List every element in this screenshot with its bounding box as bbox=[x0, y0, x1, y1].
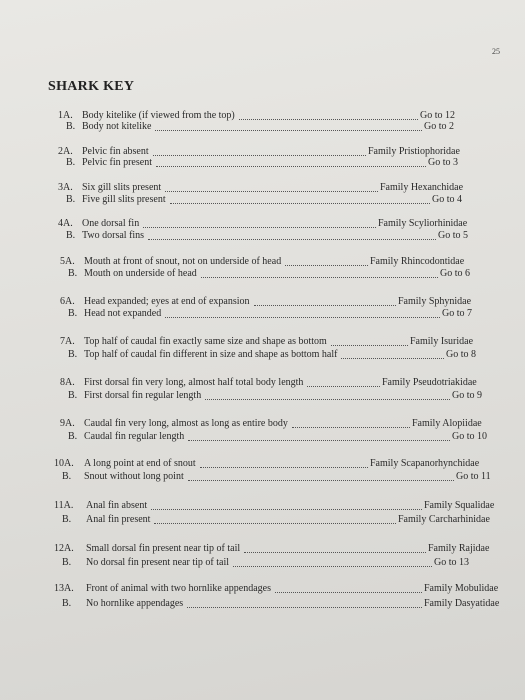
couplet-description: Pelvic fin present bbox=[82, 157, 152, 168]
dot-leader bbox=[155, 129, 422, 131]
couplet-description: Mouth on underside of head bbox=[84, 268, 197, 279]
dot-leader bbox=[292, 426, 410, 428]
couplet-result: Go to 9 bbox=[452, 390, 482, 401]
dot-leader bbox=[188, 439, 450, 441]
couplet-description: No hornlike appendages bbox=[86, 598, 184, 609]
dot-leader bbox=[188, 479, 454, 481]
dot-leader bbox=[233, 565, 432, 567]
page-number: 25 bbox=[492, 47, 500, 56]
couplet-number: 10A. bbox=[54, 458, 74, 469]
couplet-number: B. bbox=[66, 121, 76, 132]
couplet-number: 12A. bbox=[54, 543, 74, 554]
couplet-description: Body not kitelike bbox=[82, 121, 152, 132]
page-title: SHARK KEY bbox=[48, 79, 135, 94]
couplet-number: 4A. bbox=[58, 218, 73, 229]
couplet-number: 5A. bbox=[60, 256, 75, 267]
couplet-description: Five gill slits present bbox=[82, 194, 166, 205]
dot-leader bbox=[187, 606, 422, 608]
couplet-number: B. bbox=[68, 431, 78, 442]
couplet-result: Go to 11 bbox=[456, 471, 491, 482]
couplet-result: Go to 8 bbox=[446, 349, 476, 360]
dot-leader bbox=[205, 398, 450, 400]
dot-leader bbox=[156, 165, 426, 167]
couplet-description: Head not expanded bbox=[84, 308, 162, 319]
couplet-number: B. bbox=[68, 308, 78, 319]
dot-leader bbox=[151, 508, 422, 510]
dot-leader bbox=[165, 190, 378, 192]
dot-leader bbox=[143, 226, 376, 228]
couplet-number: 2A. bbox=[58, 146, 73, 157]
couplet-description: Pelvic fin absent bbox=[82, 146, 149, 157]
couplet-description: Caudal fin regular length bbox=[84, 431, 185, 442]
dot-leader bbox=[170, 202, 430, 204]
couplet-description: Head expanded; eyes at end of expansion bbox=[84, 296, 250, 307]
couplet-result: Family Rajidae bbox=[428, 543, 490, 554]
couplet-number: B. bbox=[62, 557, 72, 568]
couplet-result: Family Dasyatidae bbox=[424, 598, 500, 609]
couplet-number: B. bbox=[62, 598, 72, 609]
couplet-result: Go to 10 bbox=[452, 431, 487, 442]
couplet-number: B. bbox=[68, 349, 78, 360]
couplet-description: Six gill slits present bbox=[82, 182, 162, 193]
couplet-description: Small dorsal fin present near tip of tail bbox=[86, 543, 241, 554]
couplet-number: B. bbox=[66, 194, 76, 205]
couplet-description: One dorsal fin bbox=[82, 218, 140, 229]
dot-leader bbox=[254, 304, 396, 306]
couplet-description: Caudal fin very long, almost as long as entire body bbox=[84, 418, 288, 429]
couplet-result: Family Squalidae bbox=[424, 500, 495, 511]
dot-leader bbox=[307, 385, 380, 387]
dot-leader bbox=[200, 466, 368, 468]
dot-leader bbox=[275, 591, 422, 593]
couplet-result: Go to 12 bbox=[420, 110, 455, 121]
dot-leader bbox=[285, 264, 368, 266]
couplet-number: B. bbox=[68, 268, 78, 279]
couplet-number: B. bbox=[66, 230, 76, 241]
couplet-number: 8A. bbox=[60, 377, 75, 388]
couplet-description: First dorsal fin regular length bbox=[84, 390, 202, 401]
couplet-result: Family Hexanchidae bbox=[380, 182, 464, 193]
couplet-result: Go to 5 bbox=[438, 230, 468, 241]
couplet-result: Go to 3 bbox=[428, 157, 458, 168]
couplet-result: Go to 6 bbox=[440, 268, 470, 279]
couplet-number: 7A. bbox=[60, 336, 75, 347]
couplet-number: 11A. bbox=[54, 500, 74, 511]
couplet-description: First dorsal fin very long, almost half total body length bbox=[84, 377, 304, 388]
dot-leader bbox=[341, 357, 444, 359]
couplet-description: Top half of caudal fin different in size and shape as bottom half bbox=[84, 349, 338, 360]
couplet-result: Family Alopiidae bbox=[412, 418, 482, 429]
couplet-number: B. bbox=[62, 471, 72, 482]
dot-leader bbox=[331, 344, 408, 346]
couplet-number: B. bbox=[68, 390, 78, 401]
couplet-number: 13A. bbox=[54, 583, 74, 594]
couplet-description: Anal fin present bbox=[86, 514, 151, 525]
couplet-result: Family Scyliorhinidae bbox=[378, 218, 468, 229]
dot-leader bbox=[239, 118, 418, 120]
couplet-description: Body kitelike (if viewed from the top) bbox=[82, 110, 235, 121]
couplet-result: Family Sphynidae bbox=[398, 296, 472, 307]
couplet-description: Snout without long point bbox=[84, 471, 184, 482]
couplet-number: 3A. bbox=[58, 182, 73, 193]
couplet-description: Front of animal with two hornlike appendages bbox=[86, 583, 271, 594]
couplet-description: No dorsal fin present near tip of tail bbox=[86, 557, 230, 568]
couplet-result: Go to 7 bbox=[442, 308, 472, 319]
couplet-result: Family Pseudotriakidae bbox=[382, 377, 477, 388]
couplet-number: 1A. bbox=[58, 110, 73, 121]
couplet-result: Family Carcharhinidae bbox=[398, 514, 490, 525]
couplet-description: Two dorsal fins bbox=[82, 230, 145, 241]
couplet-result: Family Rhincodontidae bbox=[370, 256, 465, 267]
couplet-result: Family Scapanorhynchidae bbox=[370, 458, 480, 469]
couplet-result: Go to 13 bbox=[434, 557, 469, 568]
couplet-result: Family Isuridae bbox=[410, 336, 474, 347]
dot-leader bbox=[148, 238, 436, 240]
couplet-description: Mouth at front of snout, not on underside of head bbox=[84, 256, 282, 267]
dot-leader bbox=[244, 551, 426, 553]
couplet-number: 9A. bbox=[60, 418, 75, 429]
couplet-result: Family Mobulidae bbox=[424, 583, 499, 594]
couplet-description: Anal fin absent bbox=[86, 500, 148, 511]
couplet-description: A long point at end of snout bbox=[84, 458, 196, 469]
couplet-result: Family Pristiophoridae bbox=[368, 146, 460, 157]
dot-leader bbox=[165, 316, 440, 318]
couplet-result: Go to 2 bbox=[424, 121, 454, 132]
couplet-number: 6A. bbox=[60, 296, 75, 307]
dot-leader bbox=[201, 276, 438, 278]
couplet-description: Top half of caudal fin exactly same size and shape as bottom bbox=[84, 336, 327, 347]
couplet-number: B. bbox=[66, 157, 76, 168]
dot-leader bbox=[154, 522, 396, 524]
couplet-number: B. bbox=[62, 514, 72, 525]
couplet-result: Go to 4 bbox=[432, 194, 462, 205]
dot-leader bbox=[153, 154, 366, 156]
